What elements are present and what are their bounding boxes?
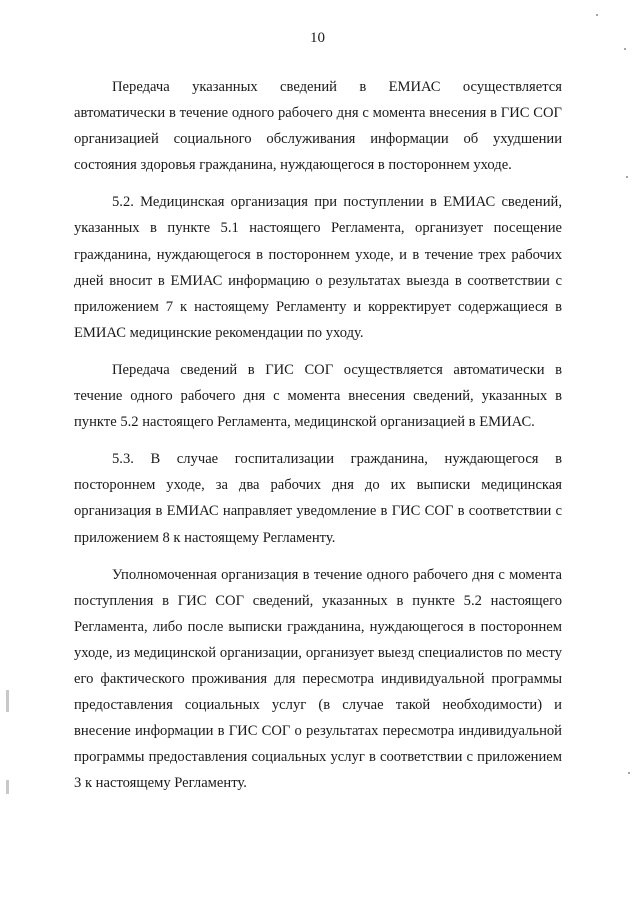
scan-margin-mark (6, 780, 9, 794)
paragraph-section-5-3: 5.3. В случае госпитализации гражданина, нуждающегося в постороннем уходе, за два рабочих дня до их выписки медицинская организация в ЕМИАС направляет уведомление в ГИС СОГ в соответствии с приложением 8 к настоящему Регламенту. (74, 451, 562, 546)
paragraph-emias-transfer: Передача указанных сведений в ЕМИАС осуществляется автоматически в течение одного рабочего дня с момента внесения в ГИС СОГ организацией социального обслуживания информации об ухудшении состояния здоровья гражданина, нуждающегося в постороннем уходе. (74, 79, 562, 174)
paragraph-section-5-2: 5.2. Медицинская организация при поступлении в ЕМИАС сведений, указанных в пункте 5.1 настоящего Регламента, организует посещение гражданина, нуждающегося в постороннем уходе, и в течение трех рабочих дней вносит в ЕМИАС информацию о результатах выезда в соответствии с приложением 7 к настоящему Регламенту и корректирует содержащиеся в ЕМИАС медицинские рекомендации по уходу. (74, 194, 562, 341)
document-body (74, 74, 562, 807)
scan-speck (624, 48, 626, 50)
scan-speck (596, 14, 598, 16)
paragraph-gis-sog-transfer: Передача сведений в ГИС СОГ осуществляется автоматически в течение одного рабочего дня с момента внесения сведений, указанных в пункте 5.2 настоящего Регламента, медицинской организацией в ЕМИАС. (74, 361, 562, 431)
paragraph-authorized-organization: Уполномоченная организация в течение одного рабочего дня с момента поступления в ГИС СОГ сведений, указанных в пункте 5.2 настоящего Регламента, либо после выписки гражданина, нуждающегося в постороннем уходе, из медицинской организации, организует выезд специалистов по месту его фактического проживания для пересмотра индивидуальной программы предоставления социальных услуг (в случае такой необходимости) и внесение информации в ГИС СОГ о результатах пересмотра индивидуальной программы предоставления социальных услуг в соответствии с приложением 3 к настоящему Регламенту. (74, 566, 562, 792)
scan-margin-mark (6, 690, 9, 712)
scan-speck (628, 772, 630, 774)
page-number: 10 (310, 30, 325, 46)
scan-speck (626, 176, 628, 178)
